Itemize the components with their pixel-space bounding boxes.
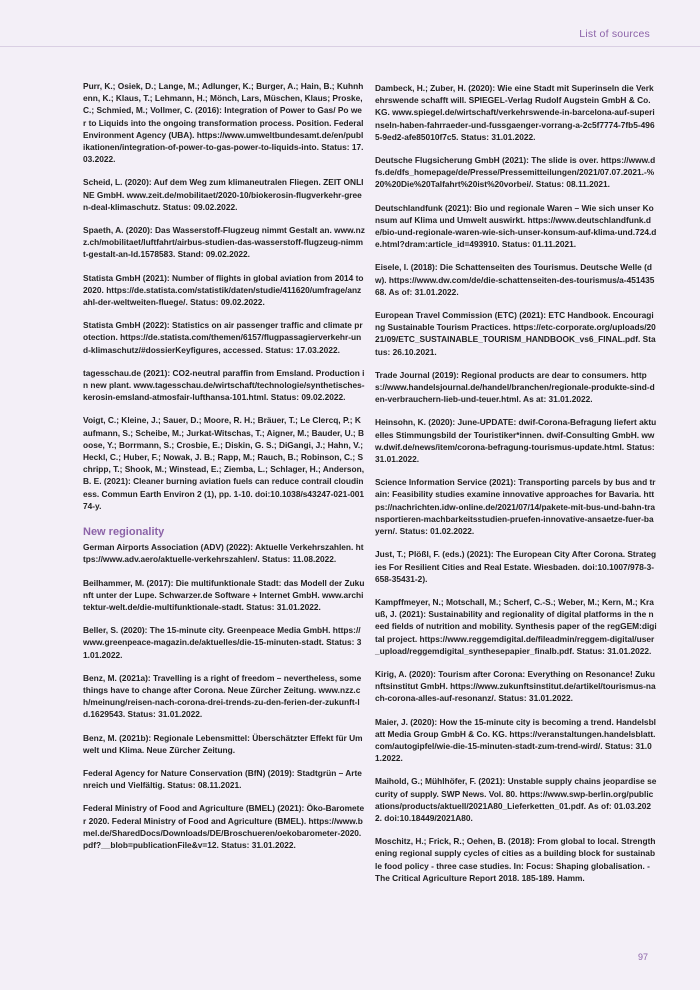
reference-entry: Kirig, A. (2020): Tourism after Corona: Everything on Resonance! Zukunftsinstitut GmbH. https://www.zukunftsinstitut.de/artikel/tourismus-nach-corona-alles-auf-resonanz/. Status: 31.01.2022. [375,668,656,704]
reference-entry: European Travel Commission (ETC) (2021): ETC Handbook. Encouraging Sustainable Tourism Practices. https://etc-corporate.org/uploads/2021/09/ETC_SUSTAINABLE_TOURISM_HANDBOOK_vs6_FINAL.pdf. Status: 26.10.2021. [375,310,656,357]
reference-entry: Purr, K.; Osiek, D.; Lange, M.; Adlunger, K.; Burger, A.; Hain, B.; Kuhnhenn, K.; Klaus, T.; Lehmann, H.; Mönch, Lars, Müschen, Klaus; Proske, C.; Schmied, M.; Vollmer, C. (2016): Integration of Power to Gas/ Po wer to Liquids into the ongoing transformation process. Position. Federal Environment Agency (UBA). https://www.umweltbundesamt.de/en/publikationen/integration-of-power-to-gas-power-to-liquids-into. Status: 17.03.2022. [83,81,364,165]
reference-entry: Federal Agency for Nature Conservation (BfN) (2019): Stadtgrün – Artenreich und Vielfältig. Status: 08.11.2021. [83,767,362,791]
left-column [83,80,365,862]
reference-entry: Scheid, L. (2020): Auf dem Weg zum klimaneutralen Fliegen. ZEIT ONLINE GmbH. www.zeit.de/mobilitaet/2020-10/biokerosin-flugverkehr-green-deal-klimaschutz. Status: 09.02.2022. [83,177,364,212]
reference-entry: Dambeck, H.; Zuber, H. (2020): Wie eine Stadt mit Superinseln die Verkehrswende schafft will. SPIEGEL-Verlag Rudolf Augstein GmbH & Co. KG. www.spiegel.de/wirtschaft/verkehrswende-in-barcelona-auf-superinseln-haben-fahrraeder-und-fussgaenger-vorrang-a-2c5f7774-7fb5-4965-9ed2-afe85010f7c5. Status: 31.01.2022. [375,83,655,142]
reference-entry: Federal Ministry of Food and Agriculture (BMEL) (2021): Öko-Barometer 2020. Federal Ministry of Food and Agriculture (BMEL). https://www.bmel.de/SharedDocs/Downloads/DE/Broschueren/oekobarometer-2020.pdf?__blob=publicationFile&v=12. Status: 31.01.2022. [83,803,365,850]
header-title: List of sources [579,28,650,40]
reference-entry: Spaeth, A. (2020): Das Wasserstoff-Flugzeug nimmt Gestalt an. www.nzz.ch/mobilitaet/luftfahrt/airbus-studien-das-wasserstoff-flugzeug-nimmt-gestalt-an-ld.1578583. Stand: 09.02.2022. [83,225,365,260]
reference-entry: Voigt, C.; Kleine, J.; Sauer, D.; Moore, R. H.; Bräuer, T.; Le Clercq, P.; Kaufmann, S.; Scheibe, M.; Jurkat-Witschas, T.; Aigner, M.; Bauder, U.; Boose, Y.; Borrmann, S.; Crosbie, E.; Diskin, G. S.; DiGangi, J.; Hahn, V.; Heckl, C.; Huber, F.; Nowak, J. B.; Rapp, M.; Rauch, B.; Robinson, C.; Schripp, T.; Shook, M.; Winstead, E.; Ziemba, L.; Schlager, H.; Anderson, B. E. (2021): Cleaner burning aviation fuels can reduce contrail cloudiness. Commun Earth Environ 2 (1), pp. 1-10. doi:10.1038/s43247-021-00174-y. [83,415,365,511]
reference-entry: Maier, J. (2020): How the 15-minute city is becoming a trend. Handelsblatt Media Group GmbH & Co. KG. https://veranstaltungen.handelsblatt.com/autogipfel/wie-die-15-minuten-stadt-zum-trend-wird/. Status: 31.01.2022. [375,716,656,764]
right-column [375,82,657,895]
reference-entry: Beilhammer, M. (2017): Die multifunktionale Stadt: das Modell der Zukunft unter der Lupe. Schwarzer.de Software + Internet GmbH. www.architektur-welt.de/die-multifunktionale-stadt. Status: 31.01.2022. [83,577,365,612]
reference-entry: Kampffmeyer, N.; Motschall, M.; Scherf, C.-S.; Weber, M.; Kern, M.; Krauß, J. (2021): Sustainability and regionality of digital platforms in the need fields of nutrition and mobility. Synthesis paper of the regGEM:digital project. https://www.reggemdigital.de/fileadmin/reggem-digital/user_upload/reggemdigital_synthesepapier_finalb.pdf. Status: 31.01.2022. [375,596,657,656]
section-heading: New regionality [83,526,165,539]
reference-entry: tagesschau.de (2021): CO2-neutral paraffin from Emsland. Production in new plant. www.tagesschau.de/wirtschaft/technologie/synthetisches-kerosin-emsland-atmosfair-lufthansa-101.html. Status: 09.02.2022. [83,367,365,403]
page-header [0,0,700,47]
reference-entry: Eisele, I. (2018): Die Schattenseiten des Tourismus. Deutsche Welle (dw). https://www.dw.com/de/die-schattenseiten-des-tourismus/a-45143568. As of: 31.01.2022. [375,262,655,297]
reference-entry: Heinsohn, K. (2020): June-UPDATE: dwif-Corona-Befragung liefert aktuelles Stimmungsbild der Touristiker*innen. dwif-Consulting GmbH. www.dwif.de/news/item/corona-befragung-tourismus-update.html. Status: 31.01.2022. [375,417,657,465]
reference-entry: Just, T.; Plößl, F. (eds.) (2021): The European City After Corona. Strategies For Resilient Cities and Real Estate. Wiesbaden. doi:10.1007/978-3-658-35431-2). [375,549,657,584]
reference-entry: Beller, S. (2020): The 15-minute city. Greenpeace Media GmbH. https://www.greenpeace-magazin.de/aktuelles/die-15-minuten-stadt. Status: 31.01.2022. [83,625,362,660]
page-number: 97 [637,952,648,962]
reference-entry: Maihold, G.; Mühlhöfer, F. (2021): Unstable supply chains jeopardise security of supply. SWP News. Vol. 80. https://www.swp-berlin.org/publications/products/aktuell/2021A80_Lieferketten_01.pdf. As of: 01.03.2022. doi:10.18449/2021A80. [375,776,657,823]
reference-entry: Benz, M. (2021b): Regionale Lebensmittel: Überschätzter Effekt für Umwelt und Klima. Neue Zürcher Zeitung. [83,732,363,755]
reference-entry: German Airports Association (ADV) (2022): Aktuelle Verkehrszahlen. https://www.adv.aero/aktuelle-verkehrszahlen/. Status: 11.08.2022. [83,542,364,565]
reference-entry: Benz, M. (2021a): Travelling is a right of freedom – nevertheless, some things have to change after Corona. Neue Zürcher Zeitung. www.nzz.ch/meinung/reisen-nach-corona-drei-trends-zu-den-ferien-der-zukunft-ld.1629543. Status: 31.01.2022. [83,672,362,720]
reference-entry: Deutschlandfunk (2021): Bio und regionale Waren – Wie sich unser Konsum auf Klima und Umwelt auswirkt. https://www.deutschlandfunk.de/bio-und-regionale-waren-wie-sich-unser-konsum-auf-klima-und.724.de.html?dram:article_id=493910. Status: 01.11.2021. [375,202,657,250]
reference-entry: Moschitz, H.; Frick, R.; Oehen, B. (2018): From global to local. Strengthening regional supply cycles of cities as a building block for sustainable food policy - three case studies. In: Focus: Shaping globalisation. - The Critical Agriculture Report 2018. 185-189. Hamm. [375,836,656,883]
reference-entry: Trade Journal (2019): Regional products are dear to consumers. https://www.handelsjournal.de/handel/branchen/regionale-produkte-sind-den-verbrauchern-lieb-und-teuer.html. As at: 31.01.2022. [375,369,655,405]
reference-entry: Deutsche Flugsicherung GmbH (2021): The slide is over. https://www.dfs.de/dfs_homepage/de/Presse/Pressemitteilungen/2021/07.07.2021.-%20%20Die%20Talfahrt%20ist%20vorbei/. Status: 08.11.2021. [375,155,656,190]
reference-entry: Statista GmbH (2021): Number of flights in global aviation from 2014 to 2020. https://de.statista.com/statistik/daten/studie/411620/umfrage/anzahl-der-weltweiten-fluege/. Status: 09.02.2022. [83,272,364,308]
reference-entry: Statista GmbH (2022): Statistics on air passenger traffic and climate protection. https://de.statista.com/themen/6157/flugpassagierverkehr-und-klimaschutz/#dossierKeyfigures, accessed. Status: 17.03.2022. [83,320,363,355]
reference-entry: Science Information Service (2021): Transporting parcels by bus and train: Feasibility studies examine innovative approaches for Bavaria. https://nachrichten.idw-online.de/2021/07/14/pakete-mit-bus-und-bahn-transportieren-machbarkeitsstudien-pruefen-innovative-ansaetze-fuer-bayern/. Status: 01.02.2022. [375,477,656,537]
